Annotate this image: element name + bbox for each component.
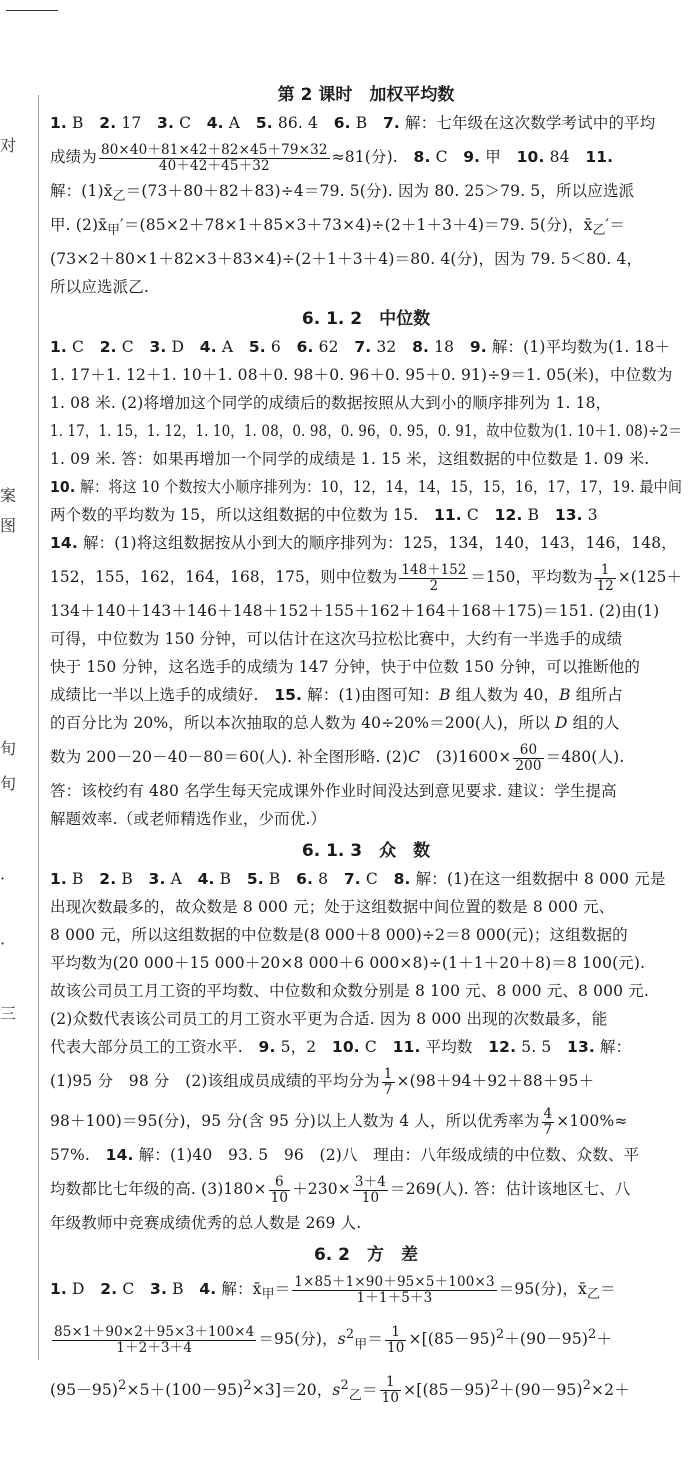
gutter-char: 案 (0, 486, 17, 505)
section (50, 837, 682, 1237)
text-line: 98＋100)＝95(分)，95 分(含 95 分)以上人数为 4 人，所以优秀率为 $\frac{4}{7}$ ×100%≈ (50, 1105, 628, 1138)
text-line: 152，155，162，164，168，175，则中位数为 $\frac{148+152}{2}$ ＝150，平均数为 $\frac{1}{12}$ ×(125＋ (50, 561, 682, 594)
text-line: 成绩为 $\frac{80\times 40+81\times 42+82\times 45+79\times 32}{40+42+45+32}$ ≈81(分). 8. C 9. 甲 10. 84 11. (50, 141, 614, 174)
left-gutter (0, 0, 40, 1464)
gutter-char: · (0, 934, 6, 953)
text-line: 数为 200－20－40－80＝60(人). 补全图形略. (2)C (3)1600× $\frac{60}{200}$ ＝480(人). (50, 741, 625, 774)
text-line: 1. 09 米. 答：如果再增加一个同学的成绩是 1. 15 米，这组数据的中位数是 1. 09 米. (50, 450, 650, 469)
section-title: 第 2 课时 加权平均数 (277, 85, 455, 105)
gutter-char: 三 (0, 1004, 17, 1023)
margin-rule (38, 95, 39, 1360)
text-line: (73×2＋80×1＋82×3＋83×4)÷(2＋1＋3＋4)＝80. 4(分)，因为 79. 5＜80. 4， (50, 250, 643, 269)
text-line: 1. B 2. B 3. A 4. B 5. B 6. 8 7. C 8. 解：(1)在这一组数据中 8 000 元是 (50, 870, 666, 889)
text-line: 平均数为(20 000＋15 000＋20×8 000＋6 000×8)÷(1＋1＋20＋8)＝8 100(元). (50, 954, 646, 973)
text-line: 可得，中位数为 150 分钟，可以估计在这次马拉松比赛中，大约有一半选手的成绩 (50, 630, 623, 649)
text-line: 1. C 2. C 3. D 4. A 5. 6 6. 62 7. 32 8. 18 9. 解：(1)平均数为(1. 18＋ (50, 338, 671, 357)
text-line: 年级教师中竞赛成绩优秀的总人数是 269 人. (50, 1214, 362, 1233)
section (50, 81, 682, 301)
text-line: 57%. 14. 解：(1)40 93. 5 96 (2)八 理由：八年级成绩的中位数、众数、平 (50, 1146, 640, 1165)
text-line: $\frac{85\times 1+90\times 2+95\times 3+100\times 4}{1+2+3+4}$ ＝95(分)，$s^2_甲=$ $\frac{1}{10}$ $\times[(85-95)^2+(90-95)^2+$ (54, 1323, 613, 1356)
text-line: 所以应选派乙. (50, 278, 149, 297)
text-line: 快于 150 分钟，这名选手的成绩为 147 分钟，快于中位数 150 分钟，可以推断他的 (50, 658, 641, 677)
section-title: 6. 1. 3 众 数 (301, 841, 431, 862)
text-line: 1. 17＋1. 12＋1. 10＋1. 08＋0. 98＋0. 96＋0. 95＋0. 91)÷9＝1. 05(米)，中位数为 (50, 366, 673, 385)
text-line: 故该公司员工月工资的平均数、中位数和众数分别是 8 100 元、8 000 元、8 000 元. (50, 982, 649, 1001)
text-line: 出现次数最多的，故众数是 8 000 元；处于这组数据中间位置的数是 8 000 元、 (50, 898, 615, 917)
gutter-char: 旬 (0, 774, 17, 793)
section-title: 6. 1. 2 中位数 (301, 309, 431, 330)
gutter-char: · (0, 869, 6, 888)
text-line: 均数都比七年级的高. (3)180× $\frac{6}{10}$ ＋230× $\frac{3+4}{10}$ ＝269(人). 答：估计该地区七、八 (50, 1173, 631, 1206)
text-line: 10. 解：将这 10 个数按大小顺序排列为：10，12，14，14，15，15，16，17，17，19. 最中间 (50, 478, 683, 497)
text-line: 1. 08 米. (2)将增加这个同学的成绩后的数据按照从大到小的顺序排列为 1. 18， (50, 394, 612, 413)
text-line: 1. D 2. C 3. B 4. 解：$x̄_甲=$ $\frac{1\times 85+1\times 90+95\times 5+100\times 3}{1+1+5+3}$ ＝95(分)，$x̄_乙=$ (50, 1273, 616, 1306)
gutter-char: 旬 (0, 739, 17, 758)
text-line: 解题效率.（或老师精选作业，少而优.） (50, 810, 327, 829)
text-line: (2)众数代表该公司员工的月工资水平更为合适. 因为 8 000 出现的次数最多，能 (50, 1010, 608, 1029)
text-line: $(95-95)^2\times 5+(100-95)^2\times 3]=20$，$s^2_乙=$ $\frac{1}{10}$ $\times[(85-95)^2+(90-95)^2\times 2+$ (50, 1374, 630, 1407)
text-line: (1)95 分 98 分 (2)该组成员成绩的平均分为 $\frac{1}{7}$ ×(98＋94＋92＋88＋95＋ (50, 1065, 595, 1098)
text-line: 两个数的平均数为 15，所以这组数据的中位数为 15. 11. C 12. B 13. 3 (50, 506, 598, 525)
text-line: 成绩比一半以上选手的成绩好. 15. 解：(1)由图可知：B 组人数为 40，B 组所占 (50, 686, 623, 705)
text-line: 解：$(1)x̄_乙=(73+80+82+83)\div 4=79$. 5(分). 因为 80. 25＞79. 5，所以应选派 (50, 182, 635, 205)
text-line: 答：该校约有 480 名学生每天完成课外作业时间没达到意见要求. 建议：学生提高 (50, 782, 617, 801)
text-line: 1. 17，1. 15，1. 12，1. 10，1. 08，0. 98，0. 96，0. 95，0. 91，故中位数为(1. 10＋1. 08)÷2＝ (50, 422, 682, 441)
text-line: 14. 解：(1)将这组数据按从小到大的顺序排列为：125，134，140，143，146，148， (50, 534, 677, 553)
text-line: 1. B 2. 17 3. C 4. A 5. 86. 4 6. B 7. 解：七年级在这次数学考试中的平均 (50, 114, 656, 132)
gutter-char: 对 (0, 136, 17, 155)
text-line: 代表大部分员工的工资水平. 9. 5，2 10. C 11. 平均数 12. 5. 5 13. 解： (50, 1038, 632, 1057)
section-title: 6. 2 方 差 (313, 1245, 419, 1266)
answer-content (50, 77, 682, 1416)
text-line: 134＋140＋143＋146＋148＋152＋155＋162＋164＋168＋175)＝151. (2)由(1) (50, 602, 660, 621)
text-line: 甲. $(2)x̄_甲'=(85\times 2+78\times 1+85\times 3+73\times 4)\div(2+1+3+4)=79$. 5(分)，$x̄_乙'=$ (50, 216, 625, 239)
section (50, 305, 682, 833)
section (50, 1241, 682, 1416)
text-line: 8 000 元，所以这组数据的中位数是(8 000＋8 000)÷2＝8 000(元)；这组数据的 (50, 926, 628, 945)
text-line: 的百分比为 20%，所以本次抽取的总人数为 40÷20%＝200(人)，所以 D 组的人 (50, 714, 620, 733)
gutter-char: 图 (0, 516, 17, 535)
